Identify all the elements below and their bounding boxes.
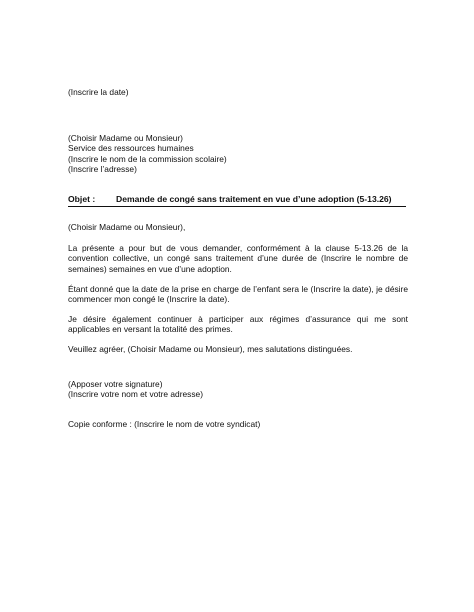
subject-label: Objet :	[68, 194, 96, 204]
letter-date	[68, 87, 408, 97]
paragraph-request: La présente a pour but de vous demander, conformément à la clause 5-13.26 de la convention collective, un congé sans traitement d’une durée de (Inscrire le nombre de semaines) semaines en vue d’une adoption.	[68, 243, 408, 274]
recipient-line: Service des ressources humaines	[68, 143, 194, 154]
signature-block	[68, 379, 408, 400]
subject-line	[68, 194, 406, 207]
salutation-text: (Choisir Madame ou Monsieur),	[68, 222, 186, 232]
recipient-block	[68, 133, 408, 175]
copy-line	[68, 419, 408, 429]
signature-line: (Apposer votre signature)	[68, 379, 163, 389]
subject-text: Demande de congé sans traitement en vue d’une adoption (5-13.26)	[116, 194, 392, 204]
copy-text: Copie conforme : (Inscrire le nom de votre syndicat)	[68, 419, 261, 429]
paragraph-closing	[68, 344, 408, 354]
signature-line: (Inscrire votre nom et votre adresse)	[68, 389, 203, 400]
date-text: (Inscrire la date)	[68, 87, 129, 97]
recipient-line: (Inscrire le nom de la commission scolaire)	[68, 153, 227, 164]
paragraph-insurance: Je désire également continuer à participer aux régimes d’assurance qui me sont applicables en versant la totalité des primes.	[68, 314, 408, 335]
closing-text: Veuillez agréer, (Choisir Madame ou Monsieur), mes salutations distinguées.	[68, 344, 353, 354]
recipient-line: (Inscrire l’adresse)	[68, 164, 137, 175]
paragraph-dates: Étant donné que la date de la prise en charge de l’enfant sera le (Inscrire la date), je désire commencer mon congé le (Inscrire la date).	[68, 284, 408, 305]
recipient-line: (Choisir Madame ou Monsieur)	[68, 133, 183, 143]
salutation	[68, 222, 408, 232]
